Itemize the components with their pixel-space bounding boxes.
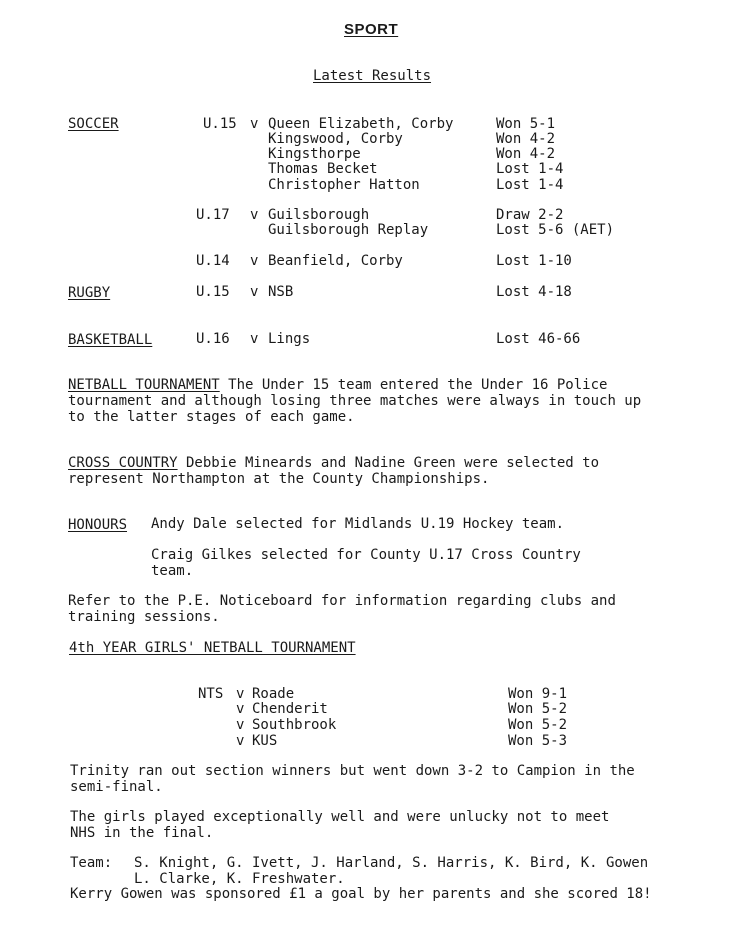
team-list-line: S. Knight, G. Ivett, J. Harland, S. Harris, K. Bird, K. Gowen [134, 855, 649, 871]
age-group: U.17 [196, 207, 230, 223]
versus: v [250, 116, 259, 132]
result: Draw 2-2 [496, 207, 564, 223]
age-group: U.16 [196, 331, 230, 347]
sport-label-soccer: SOCCER [68, 116, 119, 132]
final-text-line: NHS in the final. [70, 825, 214, 841]
noticeboard-paragraph [68, 593, 616, 625]
netball-text-line: The Under 15 team entered the Under 16 Police [219, 377, 608, 393]
result: Won 5-2 [508, 701, 568, 717]
opponent: Christopher Hatton [268, 177, 420, 193]
honours-text: Craig Gilkes selected for County U.17 Cross Country [151, 547, 581, 563]
versus: v [250, 331, 259, 347]
result: Lost 5-6 (AET) [496, 222, 615, 238]
final-text-line: The girls played exceptionally well and were unlucky not to meet [70, 809, 610, 825]
versus: v [236, 686, 245, 702]
result: Won 5-2 [508, 717, 568, 733]
opponent: Southbrook [252, 717, 337, 733]
noticeboard-text-line: Refer to the P.E. Noticeboard for information regarding clubs and [68, 593, 616, 609]
page-title: SPORT [344, 21, 399, 38]
cross-country-text-line: represent Northampton at the County Championships. [68, 471, 490, 487]
sport-label-rugby: RUGBY [68, 285, 111, 301]
result: Won 4-2 [496, 131, 556, 147]
team-name: NTS [198, 686, 224, 702]
result: Lost 4-18 [496, 284, 572, 300]
cross-country-text-line: Debbie Mineards and Nadine Green were selected to [177, 455, 600, 471]
opponent: Chenderit [252, 701, 328, 717]
versus: v [250, 284, 259, 300]
result: Lost 46-66 [496, 331, 581, 347]
opponent: Lings [268, 331, 311, 347]
opponent: Beanfield, Corby [268, 253, 403, 269]
opponent: Kingsthorpe [268, 146, 361, 162]
versus: v [250, 207, 259, 223]
netball-heading: NETBALL TOURNAMENT [68, 377, 220, 393]
opponent: Thomas Becket [268, 161, 378, 177]
final-paragraph [70, 809, 609, 841]
result: Won 5-1 [496, 116, 556, 132]
netball-paragraph [68, 377, 641, 425]
sport-label-basketball: BASKETBALL [68, 332, 153, 348]
age-group: U.14 [196, 253, 230, 269]
versus: v [236, 701, 245, 717]
team-label: Team: [70, 855, 113, 871]
campion-text-line: semi-final. [70, 779, 163, 795]
opponent: Roade [252, 686, 295, 702]
netball-text-line: tournament and although losing three matches were always in touch up [68, 393, 642, 409]
versus: v [236, 733, 245, 749]
campion-text-line: Trinity ran out section winners but went down 3-2 to Campion in the [70, 763, 635, 779]
netball-text-line: to the latter stages of each game. [68, 409, 355, 425]
opponent: KUS [252, 733, 278, 749]
result: Lost 1-4 [496, 177, 564, 193]
opponent: Guilsborough [268, 207, 370, 223]
honours-text: team. [151, 563, 194, 579]
sponsor-note: Kerry Gowen was sponsored £1 a goal by her parents and she scored 18! [70, 886, 652, 902]
age-group: U.15 [196, 284, 230, 300]
opponent: NSB [268, 284, 294, 300]
section-subtitle: Latest Results [313, 68, 432, 84]
cross-country-heading: CROSS COUNTRY [68, 455, 178, 471]
noticeboard-text-line: training sessions. [68, 609, 220, 625]
result: Won 4-2 [496, 146, 556, 162]
result: Won 9-1 [508, 686, 568, 702]
cross-country-paragraph [68, 455, 599, 487]
versus: v [236, 717, 245, 733]
honours-heading: HONOURS [68, 517, 128, 533]
age-group: U.15 [203, 116, 237, 132]
result: Lost 1-4 [496, 161, 564, 177]
honours-text: Andy Dale selected for Midlands U.19 Hockey team. [151, 516, 565, 532]
result: Lost 1-10 [496, 253, 572, 269]
result: Won 5-3 [508, 733, 568, 749]
campion-paragraph [70, 763, 635, 795]
girls-netball-heading: 4th YEAR GIRLS' NETBALL TOURNAMENT [69, 640, 356, 656]
team-list-line: L. Clarke, K. Freshwater. [134, 871, 345, 887]
opponent: Kingswood, Corby [268, 131, 403, 147]
opponent: Guilsborough Replay [268, 222, 429, 238]
versus: v [250, 253, 259, 269]
opponent: Queen Elizabeth, Corby [268, 116, 454, 132]
